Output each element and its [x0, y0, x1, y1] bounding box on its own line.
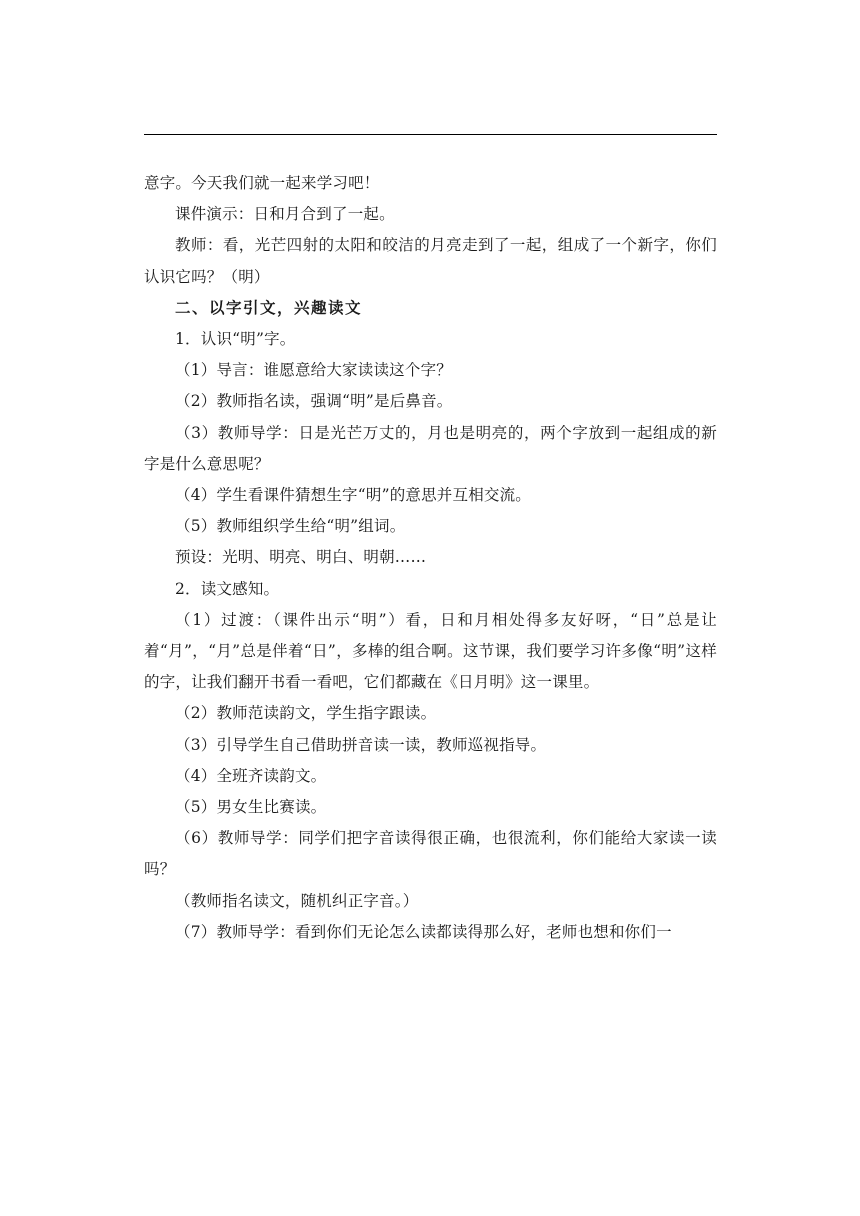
paragraph: （2）教师范读韵文，学生指字跟读。 [175, 704, 437, 723]
paragraph: 课件演示：日和月合到了一起。 [175, 205, 395, 224]
paragraph: （教师指名读文，随机纠正字音。） [175, 891, 419, 910]
paragraph: （5）教师组织学生给“明”组词。 [175, 517, 406, 536]
paragraph: （1）导言：谁愿意给大家读读这个字？ [175, 361, 452, 380]
paragraph: （5）男女生比赛读。 [175, 798, 327, 817]
paragraph: （1）过渡：（课件出示“明”）看，日和月相处得多友好呀，“日”总是让着“月”，“月”总是伴着“日”，多棒的组合啊。这节课，我们要学习许多像“明”这样的字，让我们翻开书看一看吧，它们都藏在《日月明》这一课里。 [144, 610, 717, 692]
header-rule [144, 134, 717, 135]
paragraph: （2）教师指名读，强调“明”是后鼻音。 [175, 392, 453, 411]
body-text [144, 168, 717, 948]
paragraph: 1．认识“明”字。 [175, 330, 296, 349]
paragraph: 2．读文感知。 [175, 579, 280, 598]
paragraph: （4）全班齐读韵文。 [175, 766, 327, 785]
paragraph: （7）教师导学：看到你们无论怎么读都读得那么好，老师也想和你们一 [175, 922, 672, 941]
section-heading: 二、以字引文，兴趣读文 [175, 298, 363, 317]
paragraph: 教师：看，光芒四射的太阳和皎洁的月亮走到了一起，组成了一个新字，你们认识它吗？（明） [144, 236, 717, 286]
paragraph: （3）教师导学：日是光芒万丈的，月也是明亮的，两个字放到一起组成的新字是什么意思呢？ [144, 423, 717, 473]
paragraph: （4）学生看课件猜想生字“明”的意思并互相交流。 [175, 486, 532, 505]
paragraph: （3）引导学生自己借助拼音读一读，教师巡视指导。 [175, 735, 547, 754]
paragraph: （6）教师导学：同学们把字音读得很正确，也很流利，你们能给大家读一读吗？ [144, 829, 717, 879]
paragraph: 预设：光明、明亮、明白、明朝…… [175, 548, 427, 567]
paragraph: 意字。今天我们就一起来学习吧！ [144, 174, 380, 192]
